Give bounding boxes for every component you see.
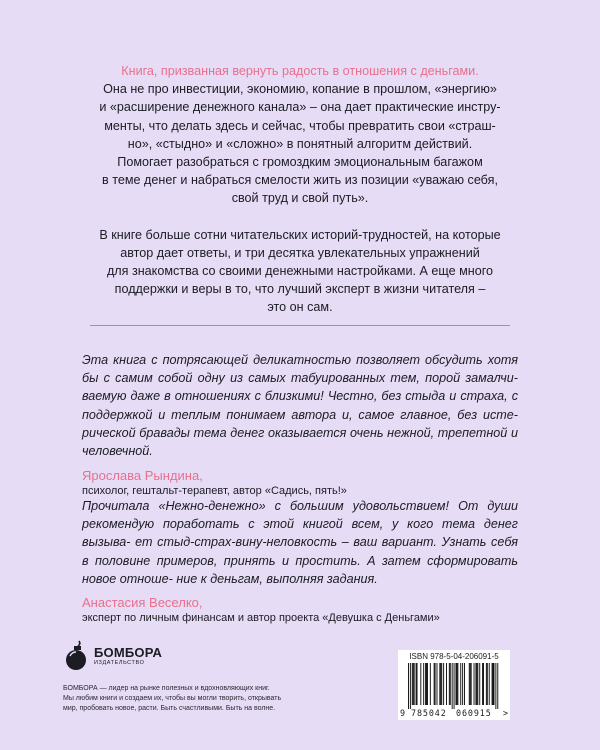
review-signature (82, 467, 518, 499)
text-line: для знакомства со своими денежными настройками. А еще много (106, 264, 494, 279)
barcode-bar (413, 663, 414, 705)
text-line: БОМБОРА — лидер на рынке полезных и вдохновляющих книг. (63, 685, 270, 692)
barcode-bar (446, 663, 447, 705)
bomb-logo-icon (63, 640, 89, 672)
barcode-digits-right: 060915 (456, 708, 492, 718)
review-author-role: эксперт по личным финансам и автор проекта «Девушка с Деньгами» (82, 612, 440, 625)
barcode-bar (430, 663, 431, 705)
barcode-bar (440, 663, 441, 705)
text-line: но», «стыдно» и «сложно» в понятный алгоритм действий. (127, 136, 473, 151)
text-line: ваемую даже в отношениях с близкими! Честно, без стыда и страха, (82, 389, 508, 404)
text-line: это он сам. (267, 300, 333, 315)
barcode-bar (479, 663, 480, 705)
barcode-bar (492, 663, 493, 705)
text-line: Прочитала «Нежно-денежно» с большим удовольствием! От души (82, 499, 518, 513)
text-line: В книге больше сотни читательских историй-трудностей, на которые (99, 227, 501, 242)
barcode-bar (443, 663, 444, 705)
barcode-bar (464, 663, 465, 705)
text-line: и «расширение денежного канала» – она дает практические инстру- (99, 100, 501, 115)
barcode-bar (497, 663, 498, 709)
text-line: Эта книга с потрясающей деликатностью позволяет обсудить хотя (82, 353, 518, 367)
text-line: мир, пробовать новое, расти. Быть счастливыми. Быть на волне. (63, 705, 276, 713)
text-line: Мы любим книги и создаем их, чтобы вы могли творить, открывать (63, 695, 282, 703)
barcode-bar (414, 663, 415, 705)
review-author: Ярослава Рындина, (82, 468, 203, 484)
barcode-bar (417, 663, 418, 705)
text-line: рической бравады тема денег оказывается очень нежной, трепетной (82, 425, 508, 440)
barcode-bar (425, 663, 426, 705)
barcode-bar (475, 663, 476, 705)
barcode-bar (435, 663, 436, 705)
barcode-bars (408, 663, 500, 709)
text-line: Она не про инвестиции, экономию, копание в прошлом, «энергию» (103, 82, 497, 97)
barcode-bar (426, 663, 427, 705)
barcode-bar (454, 663, 455, 709)
text-line: бы с самим собой одну из самых табуированных тем, порой замалчи- (82, 371, 518, 386)
review-text (82, 351, 518, 460)
barcode-bar (457, 663, 458, 705)
annotation (60, 62, 540, 317)
publisher-blurb (63, 684, 363, 715)
barcode-bar (483, 663, 484, 705)
barcode-bar (482, 663, 483, 705)
annotation-lead: Книга, призванная вернуть радость в отношения с деньгами. (121, 64, 479, 78)
barcode-digit-first: 9 (400, 708, 406, 718)
barcode-bar (412, 663, 413, 705)
publisher-block (63, 640, 363, 715)
barcode-bar (470, 663, 471, 705)
barcode-bar (494, 663, 495, 705)
barcode-bar (449, 663, 450, 705)
text-line: Помогает разобраться с громоздким эмоциональным багажом (117, 155, 483, 170)
review-signature (82, 594, 518, 626)
publisher-subtitle: ИЗДАТЕЛЬСТВО (94, 659, 145, 666)
barcode-bar (489, 663, 490, 705)
publisher-name: БОМБОРА (94, 644, 163, 660)
barcode (398, 650, 510, 720)
text-line: ет стыд-страх-вину-неловкость – ваш вариант. Узнать себя в половине (82, 535, 519, 568)
barcode-bar (474, 663, 475, 705)
barcode-bar (495, 663, 496, 709)
text-line: в теме денег и набраться смелости жить из позиции «уважаю себя, (102, 173, 498, 188)
review-author-role: психолог, гештальт-терапевт, автор «Садись, пять!» (82, 485, 347, 498)
review-author: Анастасия Веселко, (82, 595, 203, 611)
barcode-bar (476, 663, 477, 705)
barcode-bar (437, 663, 438, 705)
barcode-bar (439, 663, 440, 705)
review-quote (82, 497, 518, 626)
barcode-bar (410, 663, 411, 709)
barcode-bar (416, 663, 417, 705)
barcode-bar (420, 663, 421, 705)
barcode-bar (450, 663, 451, 705)
barcode-bar (487, 663, 488, 705)
barcode-bar (441, 663, 442, 705)
review-text (82, 497, 518, 588)
barcode-bar (486, 663, 487, 705)
barcode-bar (427, 663, 428, 705)
barcode-bar (493, 663, 494, 705)
barcode-bar (462, 663, 463, 705)
barcode-bar (408, 663, 409, 709)
text-line: и человечной. (82, 425, 518, 459)
isbn-label: ISBN 978-5-04-206091-5 (409, 652, 499, 661)
section-divider (90, 325, 510, 326)
barcode-bar (423, 663, 424, 705)
text-line: ние к деньгам, выполняя задания. (176, 571, 378, 586)
text-line: с поддержкой и теплым понимаем автора и, самое главное, без исте- (82, 389, 519, 422)
publisher-logo (63, 640, 363, 672)
barcode-bar (477, 663, 478, 705)
barcode-bar (456, 663, 457, 705)
annotation-paragraph-1 (60, 80, 540, 207)
text-line: менты, что делать здесь и сейчас, чтобы превратить свои «страш- (104, 118, 496, 133)
barcode-bar (469, 663, 470, 705)
text-line: примеров, принять и простить. А затем сформировать новое отноше- (82, 553, 518, 586)
barcode-digits-left: 785042 (411, 708, 447, 718)
barcode-bar (471, 663, 472, 705)
barcode-bar (434, 663, 435, 705)
review-quote (82, 351, 518, 499)
text-line: поддержки и веры в то, что лучший эксперт в жизни читателя – (114, 282, 486, 297)
barcode-bar (456, 663, 457, 705)
barcode-end-mark: > (502, 708, 508, 718)
text-line: автор дает ответы, и три десятка увлекательных упражнений (120, 245, 480, 260)
text-line: рекомендую поработать с этой книгой всем, у кого тема денег вызыва- (82, 517, 518, 550)
barcode-bar (452, 663, 453, 709)
text-line: свой труд и свой путь». (231, 191, 369, 206)
annotation-paragraph-2 (60, 226, 540, 317)
barcode-bar (460, 663, 461, 705)
